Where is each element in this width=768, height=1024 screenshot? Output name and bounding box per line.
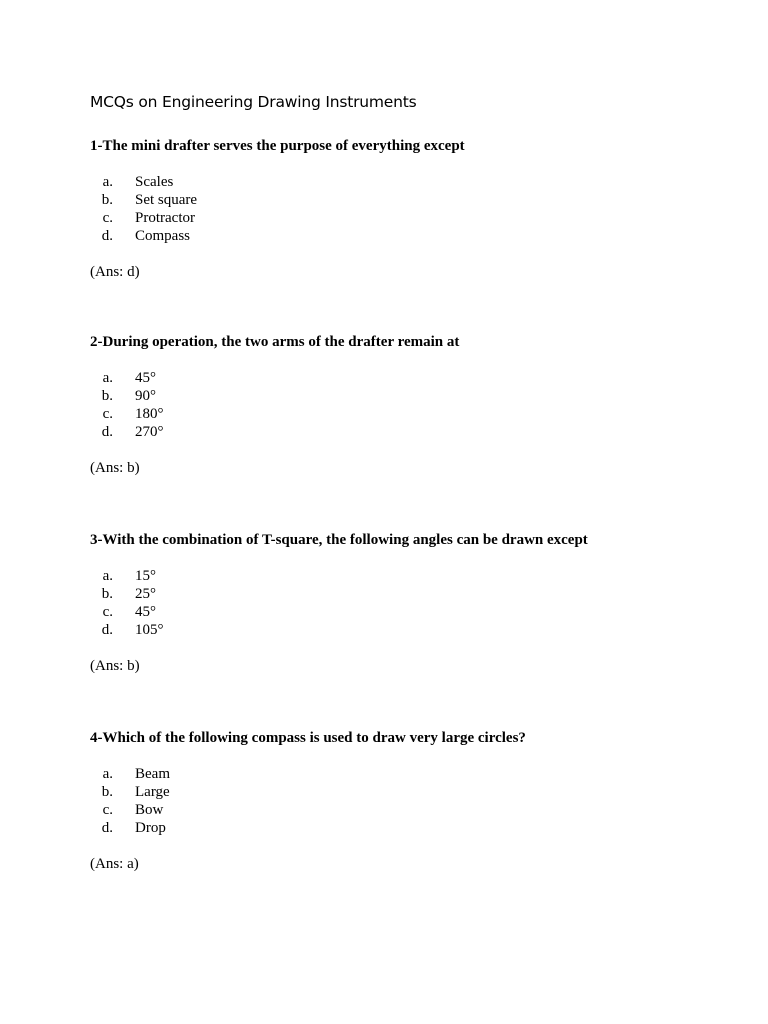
option-text: Bow <box>135 802 164 818</box>
option-list <box>90 369 730 441</box>
option-item <box>90 369 730 387</box>
option-text: 270° <box>135 424 164 440</box>
option-item <box>90 209 730 227</box>
question-block-3 <box>90 531 730 675</box>
option-list <box>90 765 730 837</box>
option-item <box>90 387 730 405</box>
option-item <box>90 603 730 621</box>
option-item <box>90 405 730 423</box>
question-block-2 <box>90 333 730 477</box>
option-text: Beam <box>135 766 170 782</box>
option-list <box>90 173 730 245</box>
answer-text: (Ans: d) <box>90 264 140 280</box>
option-letter: c. <box>102 802 113 818</box>
document-title: MCQs on Engineering Drawing Instruments <box>90 93 417 111</box>
option-letter: a. <box>102 174 113 190</box>
option-item <box>90 191 730 209</box>
option-item <box>90 227 730 245</box>
option-letter: a. <box>102 766 113 782</box>
question-text: 2-During operation, the two arms of the drafter remain at <box>90 334 460 350</box>
option-letter: a. <box>102 370 113 386</box>
option-text: 45° <box>135 604 156 620</box>
option-text: 15° <box>135 568 156 584</box>
option-text: Drop <box>135 820 166 836</box>
option-letter: b. <box>101 388 113 404</box>
option-letter: c. <box>102 406 113 422</box>
question-block-4 <box>90 729 730 873</box>
option-letter: b. <box>101 192 113 208</box>
option-item <box>90 585 730 603</box>
question-block-1 <box>90 137 730 281</box>
option-text: 25° <box>135 586 156 602</box>
option-text: 105° <box>135 622 164 638</box>
answer-text: (Ans: a) <box>90 856 139 872</box>
question-text: 4-Which of the following compass is used to draw very large circles? <box>90 730 526 746</box>
option-item <box>90 423 730 441</box>
option-list <box>90 567 730 639</box>
question-text: 1-The mini drafter serves the purpose of everything except <box>90 138 465 154</box>
option-text: Protractor <box>135 210 195 226</box>
option-item <box>90 567 730 585</box>
option-letter: d. <box>101 820 113 836</box>
option-text: Compass <box>135 228 191 244</box>
option-item <box>90 621 730 639</box>
option-text: Set square <box>135 192 198 208</box>
option-item <box>90 173 730 191</box>
option-text: Scales <box>135 174 174 190</box>
option-letter: b. <box>101 586 113 602</box>
question-text: 3-With the combination of T-square, the following angles can be drawn except <box>90 532 588 548</box>
option-text: Large <box>135 784 170 800</box>
answer-text: (Ans: b) <box>90 460 140 476</box>
option-text: 180° <box>135 406 164 422</box>
option-item <box>90 801 730 819</box>
option-item <box>90 765 730 783</box>
option-text: 90° <box>135 388 156 404</box>
option-letter: c. <box>102 604 113 620</box>
option-item <box>90 819 730 837</box>
option-text: 45° <box>135 370 156 386</box>
option-letter: d. <box>101 424 113 440</box>
option-letter: d. <box>101 622 113 638</box>
option-item <box>90 783 730 801</box>
option-letter: a. <box>102 568 113 584</box>
option-letter: c. <box>102 210 113 226</box>
option-letter: d. <box>101 228 113 244</box>
option-letter: b. <box>101 784 113 800</box>
answer-text: (Ans: b) <box>90 658 140 674</box>
